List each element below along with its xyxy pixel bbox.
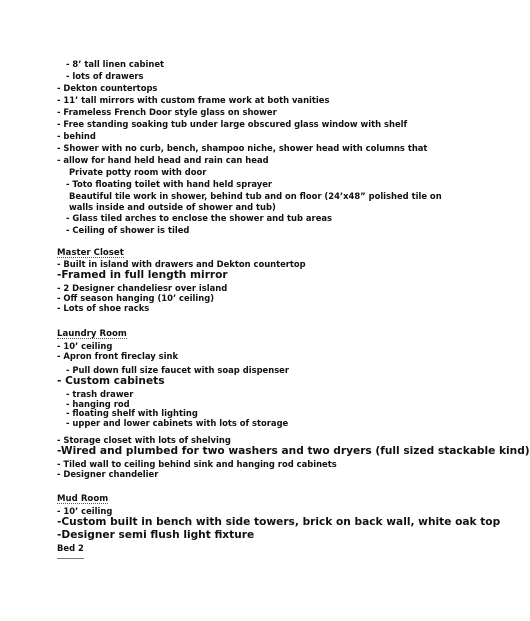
closet-item-shoe-racks: - Lots of shoe racks: [57, 303, 150, 313]
laundry-item-faucet: - Pull down full size faucet with soap dispenser: [66, 365, 289, 375]
laundry-item-tiled-wall: - Tiled wall to ceiling behind sink and hanging rod cabinets: [57, 459, 337, 469]
bathroom-item-toilet: - Toto floating toilet with hand held sprayer: [66, 179, 273, 189]
laundry-item-hanging-rod: - hanging rod: [66, 399, 130, 409]
section-heading-bed-2: Bed 2: [57, 543, 84, 553]
laundry-item-trash-drawer: - trash drawer: [66, 389, 134, 399]
bathroom-item-shower: - Shower with no curb, bench, shampoo niche, shower head with columns that: [57, 143, 428, 153]
section-heading-laundry-room: Laundry Room: [57, 329, 127, 339]
section-heading-master-closet: Master Closet: [57, 248, 124, 258]
bathroom-item-glass-arches: - Glass tiled arches to enclose the shower and tub areas: [66, 213, 333, 223]
laundry-item-sink: - Apron front fireclay sink: [57, 351, 179, 361]
bathroom-item-linen-cabinet: - 8’ tall linen cabinet: [66, 59, 165, 69]
section-heading-mud-room: Mud Room: [57, 494, 109, 504]
bathroom-item-tile-work-cont: walls inside and outside of shower and tub): [69, 202, 276, 212]
bathroom-item-drawers: - lots of drawers: [66, 71, 144, 81]
bathroom-item-potty-room: Private potty room with door: [69, 167, 207, 177]
closet-item-mirror: -Framed in full length mirror: [57, 269, 228, 281]
bathroom-item-mirrors: - 11’ tall mirrors with custom frame work at both vanities: [57, 95, 330, 105]
divider-line: [57, 558, 84, 559]
bathroom-item-soaking-tub: - Free standing soaking tub under large obscured glass window with shelf: [57, 119, 408, 129]
laundry-item-storage-closet: - Storage closet with lots of shelving: [57, 435, 231, 445]
laundry-item-ceiling: - 10’ ceiling: [57, 341, 113, 351]
closet-item-island: - Built in island with drawers and Dekton countertop: [57, 259, 306, 269]
closet-item-off-season: - Off season hanging (10’ ceiling): [57, 293, 215, 303]
bathroom-item-tile-work: Beautiful tile work in shower, behind tub and on floor (24’x48” polished tile on: [69, 191, 442, 201]
mudroom-item-light-fixture: -Designer semi flush light fixture: [57, 529, 255, 541]
laundry-item-washers-dryers: -Wired and plumbed for two washers and two dryers (full sized stackable kind): [57, 445, 530, 457]
bathroom-item-behind: - behind: [57, 131, 96, 141]
laundry-item-cabinets-storage: - upper and lower cabinets with lots of storage: [66, 418, 289, 428]
mudroom-item-ceiling: - 10’ ceiling: [57, 506, 113, 516]
laundry-item-custom-cabinets: - Custom cabinets: [57, 375, 165, 387]
bathroom-item-shower-ceiling: - Ceiling of shower is tiled: [66, 225, 190, 235]
bathroom-item-glass-door: - Frameless French Door style glass on shower: [57, 107, 277, 117]
laundry-item-chandelier: - Designer chandelier: [57, 469, 159, 479]
bathroom-item-shower-heads: - allow for hand held head and rain can head: [57, 155, 269, 165]
bathroom-item-countertops: - Dekton countertops: [57, 83, 158, 93]
laundry-item-floating-shelf: - floating shelf with lighting: [66, 408, 198, 418]
closet-item-chandeliers: - 2 Designer chandeliesr over island: [57, 283, 228, 293]
mudroom-item-bench: -Custom built in bench with side towers, brick on back wall, white oak top: [57, 516, 501, 528]
